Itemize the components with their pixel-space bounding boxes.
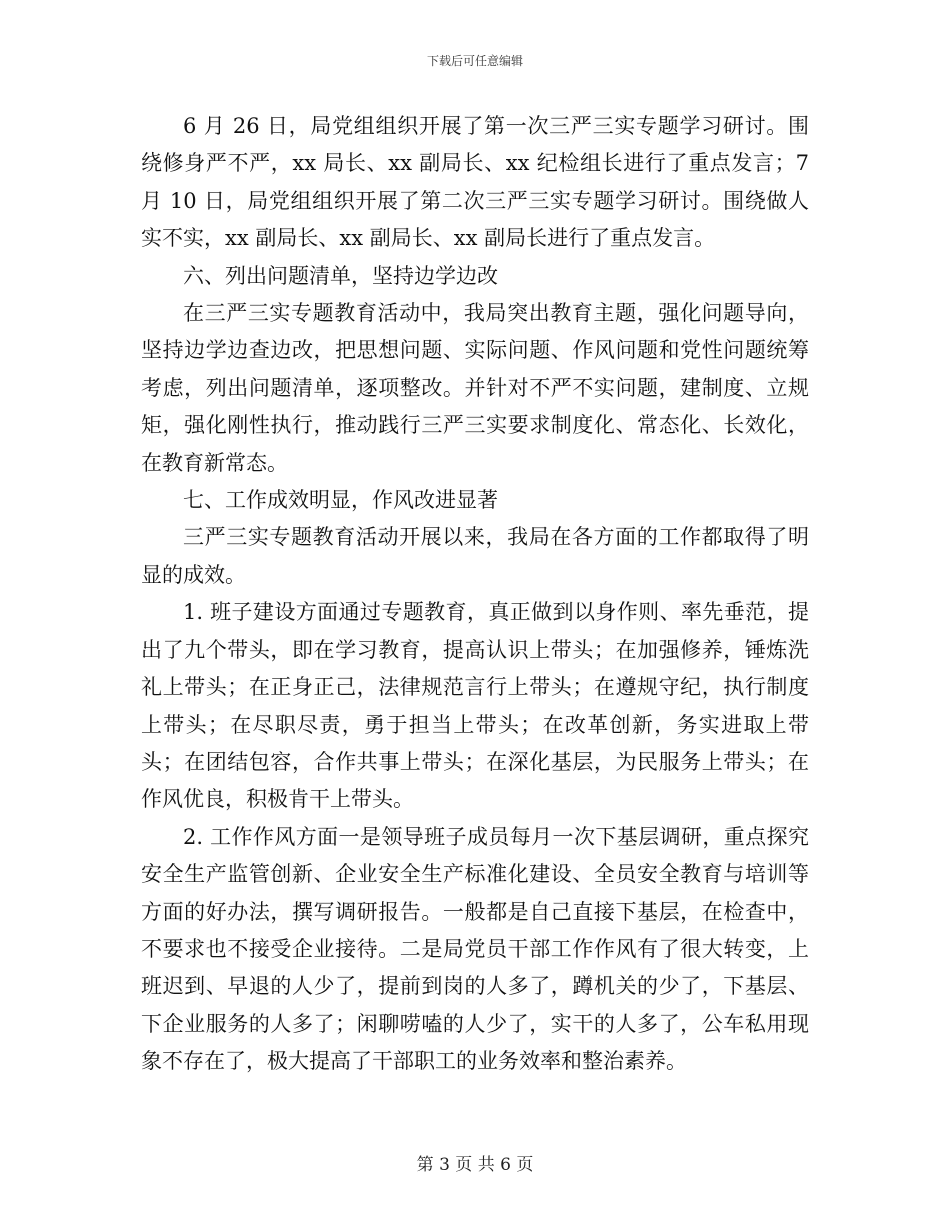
paragraph-work-style: 2. 工作作风方面一是领导班子成员每月一次下基层调研，重点探究安全生产监管创新、企业安全生产标准化建设、全员安全教育与培训等方面的好办法，撰写调研报告。一般都是自己直接下基层，在检查中，不要求也不接受企业接待。二是局党员干部工作作风有了很大转变，上班迟到、早退的人少了，提前到岗的人多了，蹲机关的少了，下基层、下企业服务的人多了；闲聊唠嗑的人少了，实干的人多了，公车私用现象不存在了，极大提高了干部职工的业务效率和整治素养。 — [141, 824, 809, 1074]
document-body — [141, 108, 809, 1081]
page-number-footer: 第 3 页 共 6 页 — [416, 1155, 534, 1175]
section-heading-6: 六、列出问题清单，坚持边学边改 — [183, 263, 498, 288]
page-header: 下载后可任意编辑 — [426, 54, 523, 68]
paragraph-results-intro: 三严三实专题教育活动开展以来，我局在各方面的工作都取得了明显的成效。 — [141, 525, 809, 587]
paragraph-study-sessions: 6 月 26 日，局党组组织开展了第一次三严三实专题学习研讨。围绕修身严不严，xx 局长、xx 副局长、xx 纪检组长进行了重点发言；7 月 10 日，局党组组织开展了第二次三严三实专题学习研讨。围绕做人实不实，xx 副局长、xx 副局长、xx 副局长进行了重点发言。 — [141, 114, 809, 251]
section-heading-7: 七、工作成效明显，作风改进显著 — [183, 488, 498, 513]
paragraph-team-building: 1. 班子建设方面通过专题教育，真正做到以身作则、率先垂范，提出了九个带头，即在学习教育，提高认识上带头；在加强修养，锤炼洗礼上带头；在正身正己，法律规范言行上带头；在遵规守纪，执行制度上带头；在尽职尽责，勇于担当上带头；在改革创新，务实进取上带头；在团结包容，合作共事上带头；在深化基层，为民服务上带头；在作风优良，积极肯干上带头。 — [141, 600, 809, 812]
paragraph-problem-list: 在三严三实专题教育活动中，我局突出教育主题，强化问题导向，坚持边学边查边改，把思想问题、实际问题、作风问题和党性问题统筹考虑，列出问题清单，逐项整改。并针对不严不实问题，建制度、立规矩，强化刚性执行，推动践行三严三实要求制度化、常态化、长效化，在教育新常态。 — [141, 301, 809, 475]
